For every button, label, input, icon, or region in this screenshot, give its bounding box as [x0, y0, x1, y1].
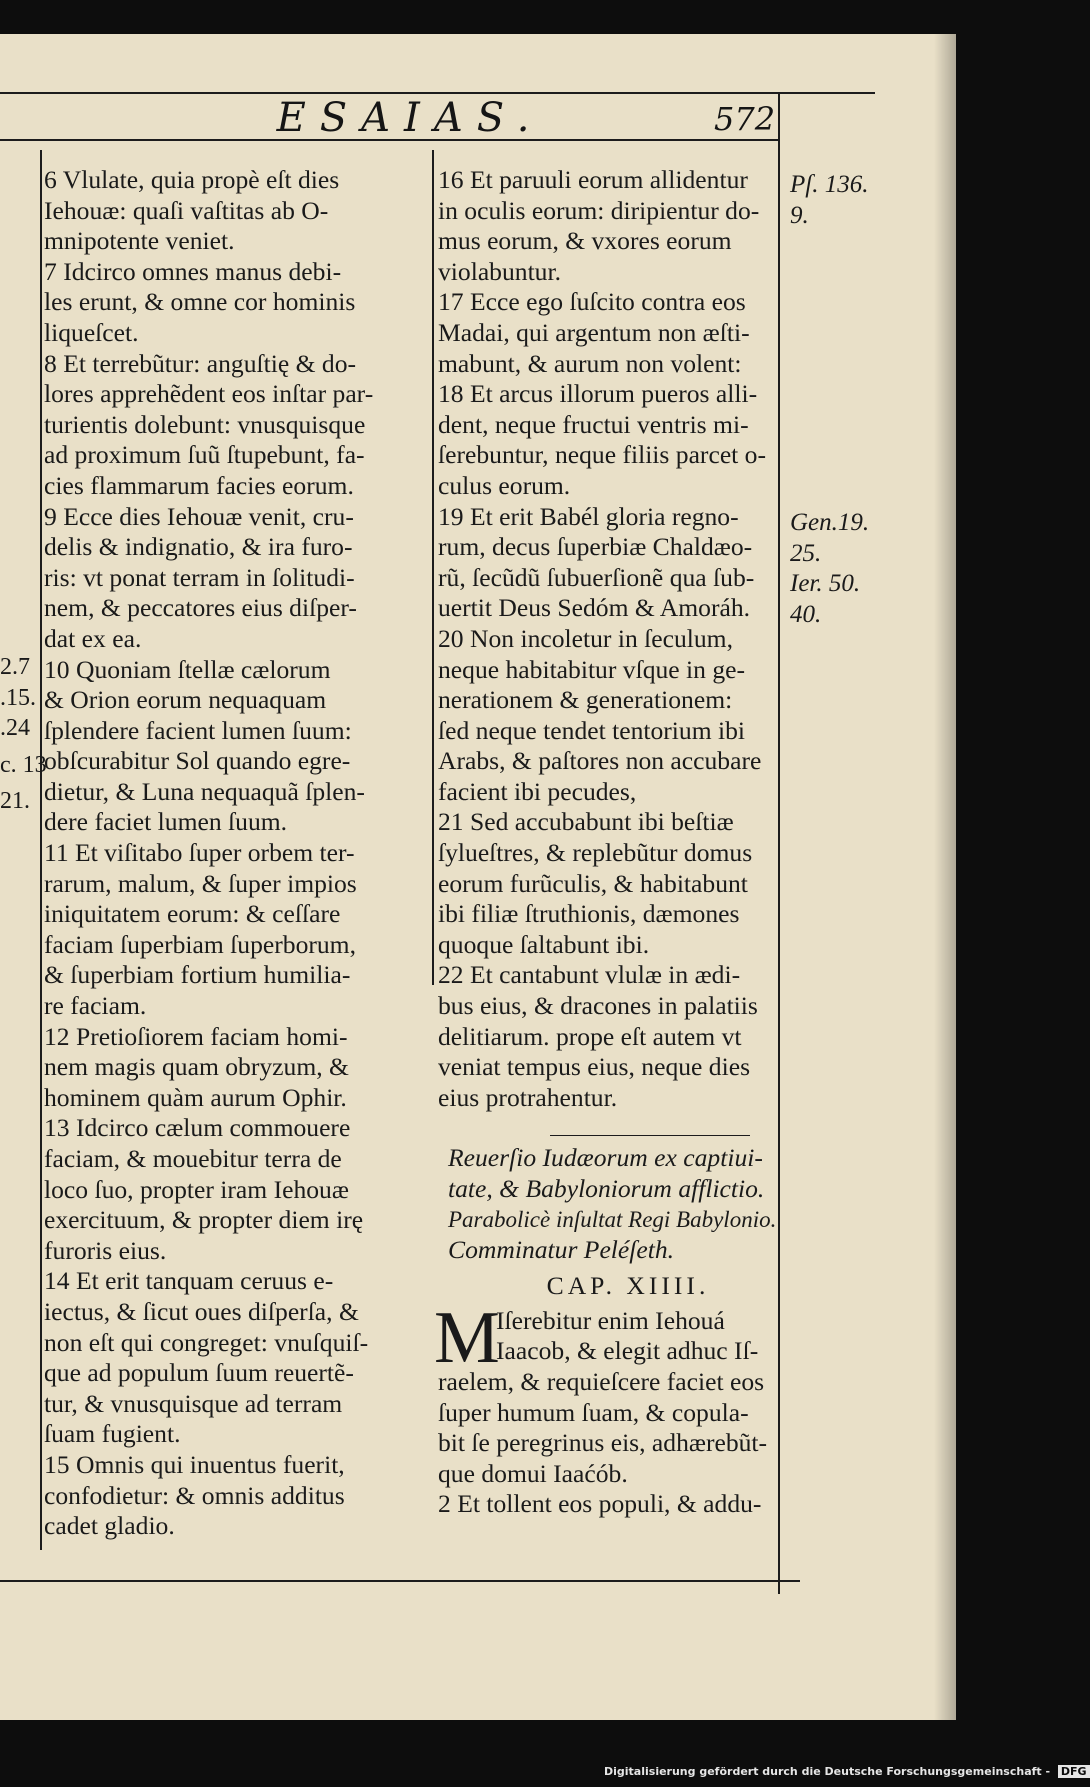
text-line: hominem quàm aurum Ophir.	[44, 1082, 347, 1112]
text-line: 6 Vlulate, quia propè eſt dies	[44, 165, 340, 194]
text-line: in oculis eorum: diripientur do-	[438, 195, 760, 225]
text-line: uertit Deus Sedóm & Amoráh.	[438, 593, 751, 623]
text-line: dat ex ea.	[44, 623, 142, 653]
text-line: les erunt, & omne cor hominis	[44, 287, 356, 317]
text-line: turientis dolebunt: vnusquisque	[44, 409, 366, 439]
text-line: & Orion eorum nequaquam	[44, 685, 327, 715]
text-line: Arabs, & paſtores non accubare	[438, 746, 762, 776]
text-line: re faciam.	[44, 991, 147, 1021]
center-column-rule	[432, 150, 434, 985]
section-gap	[438, 1113, 818, 1143]
chapter-heading: CAP. XIIII.	[546, 1270, 710, 1300]
text-line: rũ, ſecũdũ ſubuerſionẽ qua ſub-	[438, 562, 755, 592]
text-line: dietur, & Luna nequaquã ſplen-	[44, 776, 365, 806]
margin-note-line: Ier. 50.	[790, 570, 861, 598]
text-line: Iehouæ: quaſi vaſtitas ab O-	[44, 195, 329, 225]
text-line: ſplendere facient lumen ſuum:	[44, 715, 352, 745]
text-line: eorum furũculis, & habitabunt	[438, 868, 748, 898]
text-line: mnipotente veniet.	[44, 226, 235, 256]
text-line: faciam, & mouebitur terra de	[44, 1144, 342, 1173]
text-line: exercituum, & propter diem irę	[44, 1205, 364, 1235]
text-line: ſylueſtres, & replebũtur domus	[438, 838, 753, 868]
text-line: mus eorum, & vxores eorum	[438, 226, 732, 256]
chapter-summary-line: Reuerſio Iudæorum ex captiui-	[448, 1143, 763, 1173]
text-line: ad proximum ſuũ ſtupebunt, fa-	[44, 440, 365, 470]
chapter-opening	[434, 1296, 818, 1379]
text-line: lores apprehẽdent eos inſtar par-	[44, 379, 374, 409]
right-text-column	[434, 165, 818, 1520]
margin-note-left	[0, 652, 47, 817]
text-line: faciam ſuperbiam ſuperborum,	[44, 929, 356, 959]
margin-note-line: .24	[0, 715, 30, 742]
credit-text: Digitalisierung gefördert durch die Deutsche Forschungsgemeinschaft -	[604, 1765, 1051, 1778]
chapter-summary-line: Comminatur Peléſeth.	[448, 1235, 675, 1265]
bottom-rule	[0, 1580, 800, 1582]
text-line: violabuntur.	[438, 256, 561, 286]
margin-note-line: .15.	[0, 684, 36, 711]
text-line: cadet gladio.	[44, 1511, 175, 1541]
text-line: nem magis quam obryzum, &	[44, 1052, 349, 1082]
text-line: furoris eius.	[44, 1235, 167, 1265]
running-head: ESAIAS.	[276, 95, 544, 141]
text-line: raelem, & requieſcere faciet eos	[438, 1366, 765, 1396]
text-line: 7 Idcirco omnes manus debi-	[44, 256, 342, 286]
left-column-rule	[40, 150, 42, 1550]
text-line: nerationem & generationem:	[438, 685, 733, 715]
text-line: iectus, & ſicut oues diſperſa, &	[44, 1296, 359, 1326]
text-line: eius protrahentur.	[438, 1082, 618, 1112]
text-line: 22 Et cantabunt vlulæ in ædi-	[438, 960, 741, 990]
text-line: veniat tempus eius, neque dies	[438, 1052, 751, 1082]
page-number: 572	[714, 100, 776, 138]
margin-note-genesis	[790, 508, 869, 630]
text-line: iniquitatem eorum: & ceſſare	[44, 899, 341, 929]
text-line: 8 Et terrebũtur: anguſtię & do-	[44, 348, 357, 378]
text-line: 17 Ecce ego ſuſcito contra eos	[438, 287, 746, 317]
text-line: 21 Sed accubabunt ibi beſtiæ	[438, 807, 734, 837]
text-line: dere faciet lumen ſuum.	[44, 807, 288, 837]
digitization-credit	[604, 1765, 1090, 1778]
text-line: que ad populum ſuum reuertẽ-	[44, 1358, 354, 1388]
margin-note-line: 9.	[790, 201, 809, 229]
text-line: ibi filiæ ſtruthionis, dæmones	[438, 899, 740, 929]
margin-note-line: Gen.19.	[790, 509, 870, 536]
text-line: ſed neque tendet tentorium ibi	[438, 715, 746, 745]
text-line: 16 Et paruuli eorum allidentur	[438, 165, 748, 194]
text-line: tur, & vnusquisque ad terram	[44, 1388, 343, 1418]
margin-note-line: 40.	[790, 600, 822, 628]
text-line: cies flammarum facies eorum.	[44, 470, 354, 500]
text-line: Iaacob, & elegit adhuc Iſ-	[496, 1336, 759, 1366]
margin-note-line: 21.	[0, 788, 30, 815]
text-line: ſuam fugient.	[44, 1419, 181, 1449]
text-line: que domui Iaaćób.	[438, 1458, 628, 1488]
text-line: 10 Quoniam ſtellæ cælorum	[44, 654, 331, 684]
text-line: Iſerebitur enim Iehouá	[496, 1305, 725, 1335]
text-line: rarum, malum, & ſuper impios	[44, 868, 357, 898]
margin-note-line: c. 13	[0, 751, 47, 778]
left-text-column	[44, 165, 424, 1542]
text-line: nem, & peccatores eius diſper-	[44, 593, 357, 623]
text-line: non eſt qui congreget: vnuſquiſ-	[44, 1327, 369, 1357]
text-line: confodietur: & omnis additus	[44, 1480, 345, 1510]
text-line: liqueſcet.	[44, 317, 139, 347]
text-line: 12 Pretioſiorem faciam homi-	[44, 1021, 348, 1051]
text-line: delitiarum. prope eſt autem vt	[438, 1021, 742, 1051]
text-line: 13 Idcirco cælum commouere	[44, 1113, 351, 1143]
text-line: obſcurabitur Sol quando egre-	[44, 746, 351, 776]
text-line: culus eorum.	[438, 470, 571, 500]
text-line: ſuper humum ſuam, & copula-	[438, 1397, 749, 1427]
text-line: loco ſuo, propter iram Iehouæ	[44, 1174, 349, 1204]
text-line: & ſuperbiam fortium humilia-	[44, 960, 351, 990]
text-line: neque habitabitur vſque in ge-	[438, 654, 746, 684]
text-line: rum, decus ſuperbiæ Chaldæo-	[438, 532, 753, 562]
text-line: 19 Et erit Babél gloria regno-	[438, 501, 739, 531]
text-line: 14 Et erit tanquam ceruus e-	[44, 1266, 334, 1296]
text-line: bit ſe peregrinus eis, adhærebũt-	[438, 1428, 768, 1458]
drop-cap: M	[434, 1296, 500, 1379]
text-line: Madai, qui argentum non æſti-	[438, 317, 750, 347]
text-line: facient ibi pecudes,	[438, 776, 637, 806]
text-line: dent, neque fructui ventris mi-	[438, 409, 749, 439]
margin-note-line: Pſ. 136.	[790, 171, 869, 198]
text-line: delis & indignatio, & ira furo-	[44, 532, 353, 562]
text-line: 2 Et tollent eos populi, & addu-	[438, 1489, 762, 1519]
text-line: ſerebuntur, neque filiis parcet o-	[438, 440, 767, 470]
top-rule	[0, 92, 875, 94]
text-line: 20 Non incoletur in ſeculum,	[438, 623, 733, 653]
margin-note-line: 25.	[790, 539, 822, 567]
dfg-logo: DFG	[1058, 1765, 1090, 1778]
text-line: 18 Et arcus illorum pueros alli-	[438, 379, 758, 409]
text-line: ris: vt ponat terram in ſolitudi-	[44, 562, 355, 592]
chapter-summary-line: tate, & Babyloniorum afflictio.	[448, 1174, 765, 1203]
text-line: mabunt, & aurum non volent:	[438, 348, 742, 378]
chapter-summary-line: Parabolicè inſultat Regi Babylonio.	[448, 1206, 777, 1232]
text-line: bus eius, & dracones in palatiis	[438, 991, 758, 1021]
text-line: 9 Ecce dies Iehouæ venit, cru-	[44, 501, 354, 531]
margin-note-psalm	[790, 170, 868, 231]
text-line: 11 Et viſitabo ſuper orbem ter-	[44, 838, 355, 868]
text-line: quoque ſaltabunt ibi.	[438, 929, 650, 959]
text-line: 15 Omnis qui inuentus fuerit,	[44, 1449, 345, 1479]
margin-note-line: 2.7	[0, 654, 30, 680]
